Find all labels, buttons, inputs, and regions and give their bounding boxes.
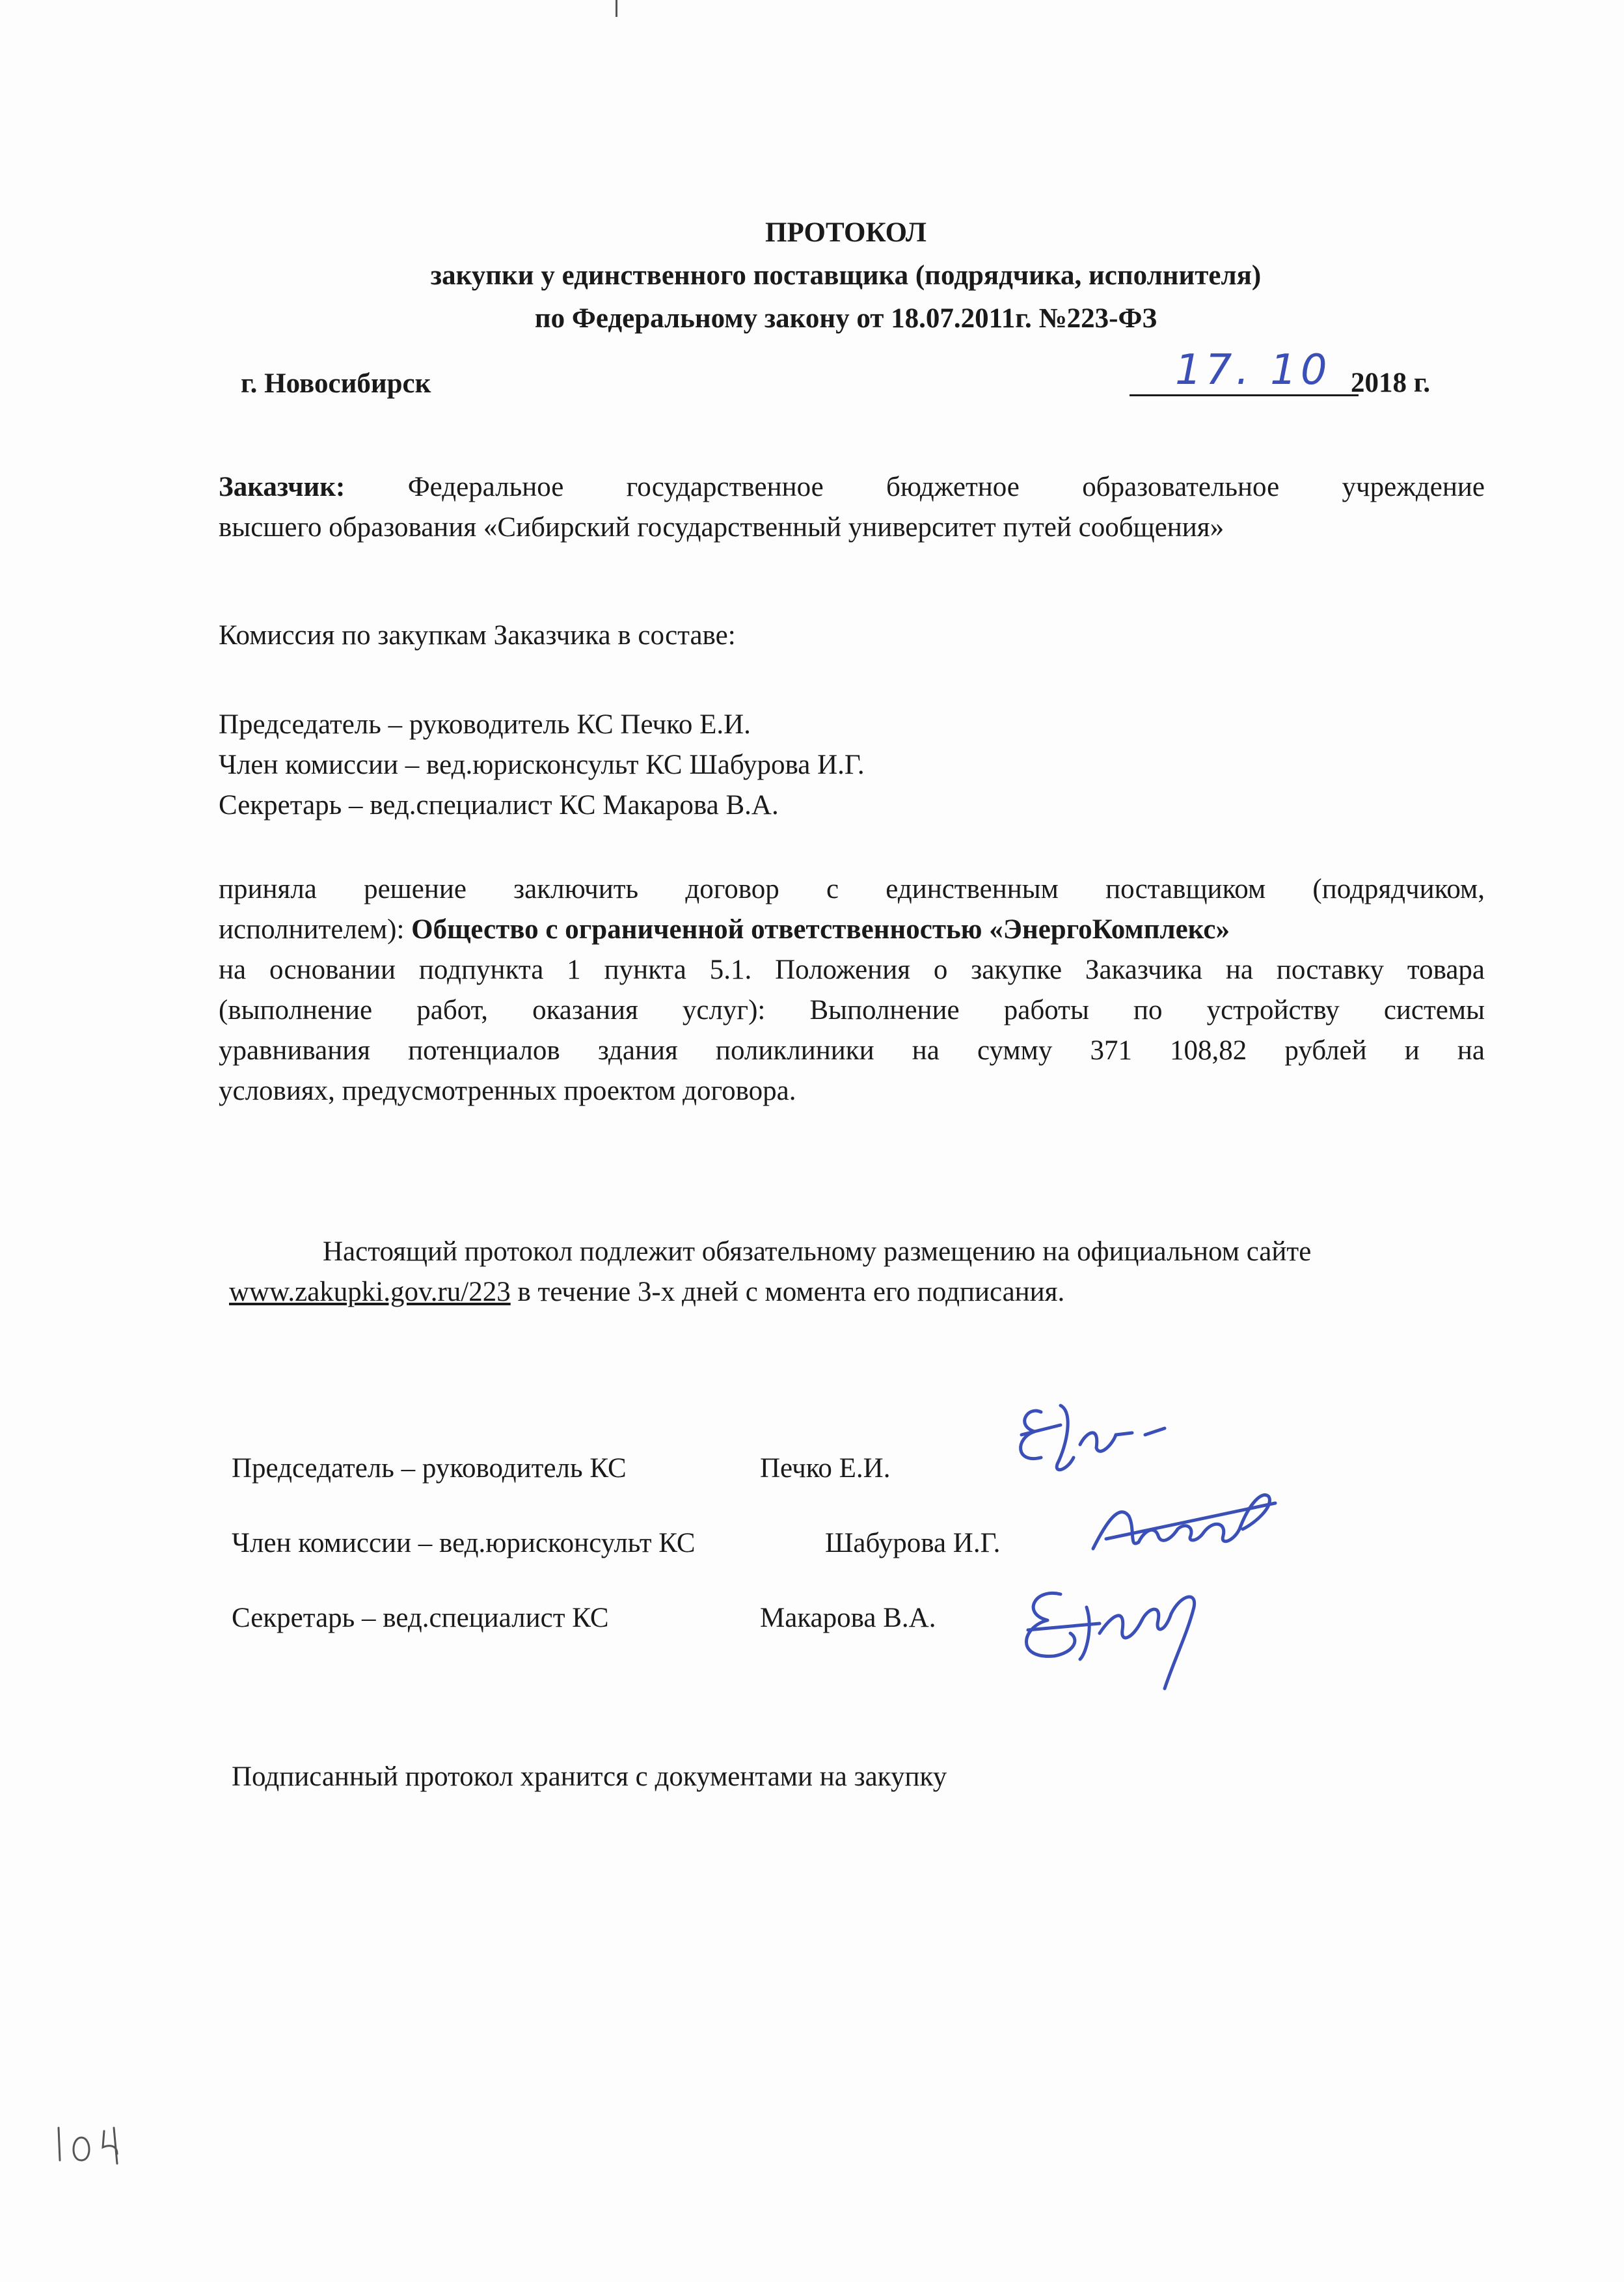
- decision-line-1: приняла решение заключить договор с единственным поставщиком (подрядчиком,: [219, 874, 1485, 904]
- commission-member: Секретарь – вед.специалист КС Макарова В.А.: [219, 790, 779, 821]
- signature-shaburova-image: [1067, 1477, 1288, 1575]
- law-reference: по Федеральному закону от 18.07.2011г. №223-ФЗ: [534, 303, 1157, 334]
- decision-line-3: на основании подпункта 1 пункта 5.1. Положения о закупке Заказчика на поставку товара: [219, 955, 1485, 985]
- document-header: [0, 211, 1624, 340]
- decision-line-5: уравнивания потенциалов здания поликлиники на сумму 371 108,82 рублей и на: [219, 1035, 1485, 1066]
- zakupki-link[interactable]: www.zakupki.gov.ru/223: [229, 1277, 511, 1307]
- signature-row-chair: [232, 1452, 627, 1484]
- publication-section: [219, 1232, 1485, 1312]
- document-subtitle: закупки у единственного поставщика (подрядчика, исполнителя): [430, 260, 1262, 291]
- supplier-name: Общество с ограниченной ответственностью «ЭнергоКомплекс»: [411, 914, 1230, 945]
- signature-name: Печко Е.И.: [760, 1453, 891, 1484]
- commission-members: [219, 705, 1485, 826]
- date-year: 2018 г.: [1351, 368, 1431, 398]
- date-underline: [1130, 394, 1359, 396]
- signature-makarova-image: [1008, 1568, 1223, 1705]
- commission-member: Председатель – руководитель КС Печко Е.И.: [219, 709, 751, 740]
- decision-line-2-prefix: исполнителем):: [219, 914, 405, 945]
- publication-line-2: [219, 1272, 1485, 1312]
- customer-name-part-1: Федеральное государственное бюджетное образовательное учреждение: [407, 472, 1485, 502]
- commission-member: Член комиссии – вед.юрисконсульт КС Шабурова И.Г.: [219, 750, 865, 780]
- footer-note: Подписанный протокол хранится с документами на закупку: [232, 1761, 947, 1792]
- signature-name: Шабурова И.Г.: [825, 1528, 1001, 1558]
- decision-line-2: [219, 910, 1485, 950]
- signature-role: Член комиссии – вед.юрисконсульт КС: [232, 1528, 696, 1558]
- city-label: г. Новосибирск: [241, 368, 431, 399]
- publication-line-1: Настоящий протокол подлежит обязательному размещению на официальном сайте: [323, 1236, 1312, 1267]
- customer-line-1: [219, 467, 1485, 508]
- signature-role: Председатель – руководитель КС: [232, 1453, 627, 1484]
- customer-label: Заказчик:: [219, 472, 345, 502]
- customer-name-part-2: высшего образования «Сибирский государственный университет путей сообщения»: [219, 512, 1225, 543]
- publication-line-2-suffix: в течение 3-х дней с момента его подписания.: [510, 1277, 1065, 1307]
- page-edge-mark: [616, 0, 617, 17]
- signature-row-member: [232, 1527, 696, 1559]
- signature-name: Макарова В.А.: [760, 1603, 936, 1633]
- signature-role: Секретарь – вед.специалист КС: [232, 1603, 609, 1633]
- commission-intro: Комиссия по закупкам Заказчика в составе:: [219, 620, 736, 651]
- handwritten-page-number-image: [52, 2115, 143, 2167]
- handwritten-date: 17. 10: [1175, 346, 1331, 394]
- signature-row-secretary: [232, 1602, 609, 1634]
- decision-line-4: (выполнение работ, оказания услуг): Выполнение работы по устройству системы: [219, 995, 1485, 1026]
- decision-section: [219, 869, 1485, 1111]
- decision-line-6: условиях, предусмотренных проектом договора.: [219, 1076, 796, 1106]
- date-block: [1130, 345, 1455, 403]
- customer-section: [219, 467, 1485, 548]
- document-title: ПРОТОКОЛ: [765, 217, 927, 248]
